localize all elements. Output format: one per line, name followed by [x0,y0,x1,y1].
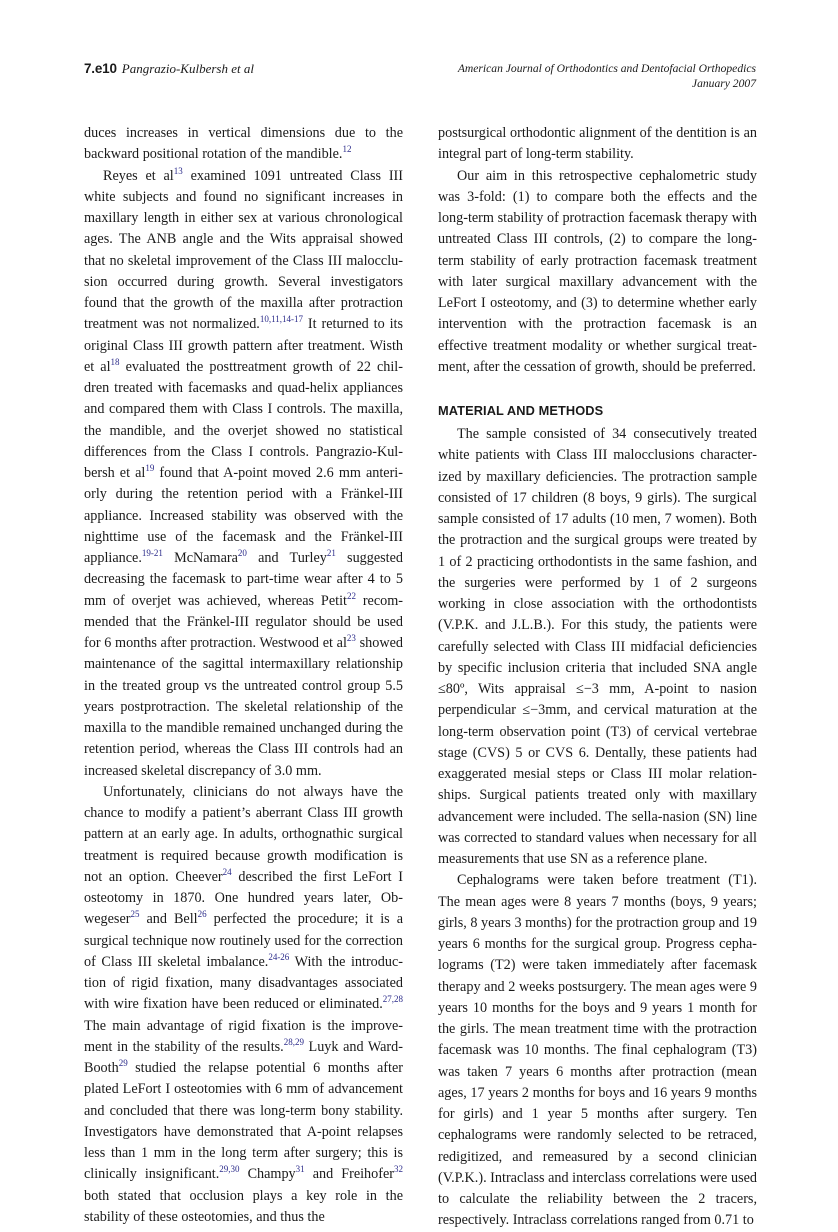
text-run: evaluated the posttreatment growth of 22 children treated with facemasks and quad-helix appliances and compared them with Class I controls. The maxilla, the mandible, and the overjet showed no statistical differences from the Class I controls. Pangrazio-Kulbersh et al [84,358,403,481]
reference-link[interactable]: 25 [130,909,140,920]
text-run: The main advantage of rigid fixation is the improvement in the stability of the results. [84,1017,403,1055]
reference-link[interactable]: 26 [197,909,207,920]
reference-link[interactable]: 29,30 [219,1164,240,1175]
reference-link[interactable]: 27,28 [382,994,403,1005]
paragraph [84,166,403,782]
reference-link[interactable]: 12 [342,144,352,155]
paragraph-study-aims: Our aim in this retrospective cephalometric study was 3-fold: (1) to compare both the effects and the long-term stability of protraction facemask therapy with untreated Class III controls, (2) to compare the long-term stability of early protraction facemask treatment with later surgical maxillary advancement with the LeFort I osteotomy, and (3) to determine whether early intervention with the protraction facemask is an effective treatment modality or whether surgical treatment, after the cessation of growth, should be preferred. [438,167,757,375]
text-run: studied the relapse potential 6 months after plated LeFort I osteotomies with 6 mm of advancement and concluded that there was long-term bony stability. Investigators have demonstrated that A-point relapses less than 1 mm in the long term after surgery; this is clinically insignificant. [84,1060,403,1183]
reference-link[interactable]: 10,11,14-17 [259,314,304,325]
text-run: recommended that the Fränkel-III regulator should be used for 6 months after protraction. Westwood et al [84,592,403,651]
right-column [438,123,757,1232]
reference-link[interactable]: 31 [295,1164,305,1175]
reference-link[interactable]: 20 [237,548,247,558]
text-run: Reyes et al [103,167,174,184]
paragraph [84,782,403,1228]
text-run: Unfortunately, clinicians do not always have the chance to modify a patient’s aberrant Class III growth pattern at an early age. In adults, orthognathic surgical treatment is required because growth modification is not an option. Cheever [84,783,403,885]
text-run: It returned to its original Class III growth pattern after treatment. Wisth et al [84,316,403,375]
issue-date: January 2007 [691,77,756,90]
text-run: showed maintenance of the sagittal intermaxillary relationship in the treated group vs the untreated control group 5.5 years postprotraction. The skeletal relationship of the maxilla to the mandible remained unchanged during the retention period, whereas the Class III controls had an increased skeletal discrepancy of 3.0 mm. [84,635,403,779]
running-header-right [458,61,756,91]
reference-link[interactable]: 28,29 [283,1036,304,1047]
text-run: perfected the procedure; it is a surgical technique now routinely used for the correction of Class III skeletal imbalance. [84,911,403,970]
reference-link[interactable]: 24-26 [268,951,290,962]
text-run: found that A-point moved 2.6 mm anteriorly during the retention period with a Fränkel-III appliance. Increased stability was observed with the nighttime use of the facemask and the Fränkel-III appliance. [84,465,403,566]
text-run: Luyk and Ward-Booth [84,1038,403,1076]
paragraph: postsurgical orthodontic alignment of the dentition is an integral part of long-term stability. [438,125,757,163]
reference-link[interactable]: 29 [118,1058,128,1068]
paragraph-cephalograms: Cephalograms were taken before treatment (T1). The mean ages were 8 years 7 months (boys, 9 years; girls, 8 years 3 months) for the protraction group and 19 years 6 months for the surgical group. Progress cephalograms (T2) were taken immediately after facemask therapy and 2 weeks postsurgery. The mean ages were 9 years 10 months for the boys and 9 years 1 month for the girls. The mean treatment time with the protraction facemask was 10 months. The final cephalogram (T3) was taken 7 years 6 months after protraction (mean ages, 17 years 2 months for boys and 16 years 9 months for girls) and 1 year 5 months after surgery. Ten cephalograms were randomly selected to be retraced, redigitized, and remeasured by a second clinician (V.P.K.). Intraclass and interclass correlations were used to calculate the reliability between the 2 tracers, respectively. Intraclass correlations ranged from 0.71 to [438,872,757,1229]
paragraph [84,123,403,166]
text-run: suggested decreasing the facemask to part-time wear after 4 to 5 mm of overjet was achieved, whereas Petit [84,550,404,609]
running-author: Pangrazio-Kulbersh et al [121,61,254,76]
text-run: duces increases in vertical dimensions due to the backward positional rotation of the mandible. [84,125,403,163]
reference-link[interactable]: 19-21 [141,548,163,558]
page-number: 7.e10 [84,61,117,76]
text-run: both stated that occlusion plays a key role in the stability of these osteotomies, and thus the [84,1187,403,1225]
left-column [84,123,403,1228]
reference-link[interactable]: 24 [222,866,232,877]
text-run: With the introduction of rigid fixation, many disadvantages associated with wire fixation have been reduced or eliminated. [84,953,403,1013]
reference-link[interactable]: 32 [394,1164,403,1175]
text-run: and Bell [139,911,198,928]
text-run: and Freihofer [304,1166,394,1183]
reference-link[interactable]: 23 [346,633,356,643]
reference-link[interactable]: 22 [346,590,356,601]
reference-link[interactable]: 19 [145,463,155,473]
journal-title: American Journal of Orthodontics and Dentofacial Orthopedics [457,62,756,75]
reference-link[interactable]: 13 [173,165,183,176]
paragraph-sample: The sample consisted of 34 consecutively treated white patients with Class III malocclusions characterized by maxillary deficiencies. The protraction sample consisted of 17 children (8 boys, 9 girls). The surgical sample consisted of 17 adults (10 men, 7 women). Both the protraction and the surgical groups were treated by 1 of 2 practicing orthodontists in the same fashion, and the surgeries were performed by 1 of 2 surgeons working in close association with the orthodontists (V.P.K. and J.L.B.). For this study, the patients were carefully selected with Class III midfacial deficiencies by specific inclusion criteria that included SNA angle ≤80º, Wits appraisal ≤−3 mm, A-point to nasion perpendicular ≤−3mm, and cervical maturation at the long-term observation point (T3) of cervical vertebrae stage (CVS) 5 or CVS 6. Dentally, these patients had exaggerated mesial steps or Class III molar relationships. Surgical patients treated only with maxillary advancement were included. The sella-nasion (SN) line was corrected to standard values when necessary for all measurements that use SN as a reference plane. [438,426,757,867]
text-run: described the first LeFort I osteotomy in 1870. One hundred years later, Obwegeser [84,868,404,928]
text-run: McNamara [162,550,238,566]
reference-link[interactable]: 18 [110,356,120,367]
text-run: and Turley [246,550,327,566]
section-heading-methods: MATERIAL AND METHODS [438,403,604,418]
reference-link[interactable]: 21 [326,548,336,558]
running-header-left [84,61,254,77]
text-run: examined 1091 untreated Class III white subjects and found no significant increases in maxillary length in either sex at various chronological ages. The ANB angle and the Wits appraisal showed that no skeletal improvement of the Class III malocclusion occurred during growth. Several investigators found that the growth of the maxilla after protraction treatment was not normalized. [84,167,403,333]
text-run: Champy [239,1166,296,1183]
